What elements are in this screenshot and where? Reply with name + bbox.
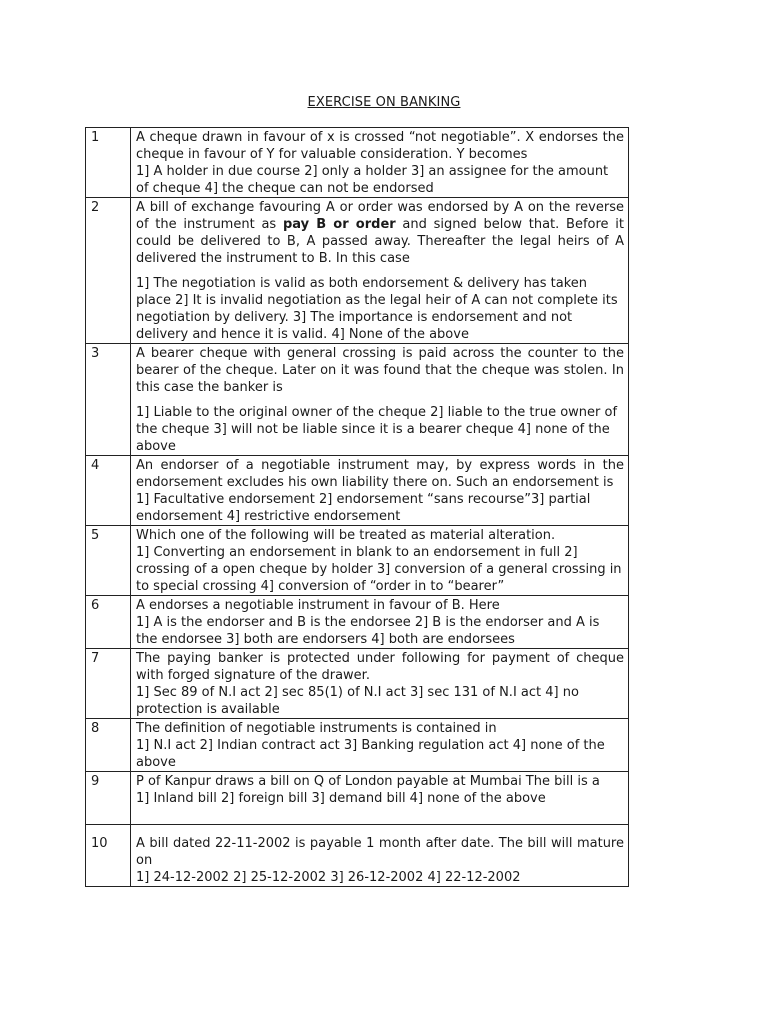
- question-number: 5: [86, 526, 131, 596]
- question-cell: [131, 649, 629, 719]
- question-stem: A cheque drawn in favour of x is crossed “not negotiable”. X endorses the cheque in favour of Y for valuable consideration. Y becomes: [136, 130, 624, 162]
- question-cell: [131, 198, 629, 344]
- question-number: 10: [86, 825, 131, 887]
- question-stem: An endorser of a negotiable instrument may, by express words in the endorsement excludes his own liability there on. Such an endorsement is: [136, 458, 624, 490]
- question-cell: [131, 825, 629, 887]
- question-stem: A bill dated 22-11-2002 is payable 1 month after date. The bill will mature on: [136, 836, 624, 868]
- question-number: 2: [86, 198, 131, 344]
- question-stem: P of Kanpur draws a bill on Q of London payable at Mumbai The bill is a: [136, 774, 600, 789]
- question-row: [86, 198, 629, 344]
- question-options: 1] Facultative endorsement 2] endorsement “sans recourse”3] partial endorsement 4] restrictive endorsement: [136, 492, 591, 524]
- question-row: [86, 128, 629, 198]
- question-options: 1] Inland bill 2] foreign bill 3] demand bill 4] none of the above: [136, 791, 546, 806]
- question-options: 1] Converting an endorsement in blank to an endorsement in full 2] crossing of a open cheque by holder 3] conversion of a general crossing in to special crossing 4] conversion of “order in to “bearer”: [136, 545, 622, 594]
- question-number: 3: [86, 344, 131, 456]
- question-number: 4: [86, 456, 131, 526]
- question-cell: [131, 596, 629, 649]
- question-number: 6: [86, 596, 131, 649]
- stem-text: and signed below that. Before it could be delivered to B, A passed away. Thereafter the legal heirs of A delivered the instrument to B. In this case: [136, 217, 624, 266]
- question-options: 1] Sec 89 of N.I act 2] sec 85(1) of N.I act 3] sec 131 of N.I act 4] no protection is available: [136, 685, 579, 717]
- question-cell: [131, 526, 629, 596]
- question-row: [86, 456, 629, 526]
- question-cell: [131, 128, 629, 198]
- question-row: [86, 719, 629, 772]
- question-options: 1] Liable to the original owner of the cheque 2] liable to the true owner of the cheque 3] will not be liable since it is a bearer cheque 4] none of the above: [136, 405, 618, 454]
- stem-text: A bill of exchange favouring A or order was endorsed by A on the reverse of the instrument as: [136, 200, 624, 232]
- question-row: [86, 526, 629, 596]
- question-stem: The definition of negotiable instruments is contained in: [136, 721, 497, 736]
- question-options: 1] 24-12-2002 2] 25-12-2002 3] 26-12-2002 4] 22-12-2002: [136, 870, 521, 885]
- question-number: 8: [86, 719, 131, 772]
- question-stem: The paying banker is protected under following for payment of cheque with forged signature of the drawer.: [136, 651, 624, 683]
- question-stem: Which one of the following will be treated as material alteration.: [136, 528, 556, 543]
- question-cell: [131, 772, 629, 825]
- question-row: [86, 825, 629, 887]
- question-number: 7: [86, 649, 131, 719]
- question-options: 1] N.I act 2] Indian contract act 3] Banking regulation act 4] none of the above: [136, 738, 605, 770]
- question-options: 1] A holder in due course 2] only a holder 3] an assignee for the amount of cheque 4] the cheque can not be endorsed: [136, 164, 609, 196]
- question-row: [86, 596, 629, 649]
- question-number: 1: [86, 128, 131, 198]
- question-cell: [131, 344, 629, 456]
- question-row: [86, 344, 629, 456]
- stem-bold-text: pay B or order: [282, 217, 396, 232]
- question-stem: A endorses a negotiable instrument in favour of B. Here: [136, 598, 500, 613]
- question-options: 1] A is the endorser and B is the endorsee 2] B is the endorser and A is the endorsee 3] both are endorsers 4] both are endorsees: [136, 615, 600, 647]
- question-options: 1] The negotiation is valid as both endorsement & delivery has taken place 2] It is invalid negotiation as the legal heir of A can not complete its negotiation by delivery. 3] The importance is endorsement and not delivery and hence it is valid. 4] None of the above: [136, 276, 618, 342]
- question-row: [86, 649, 629, 719]
- page-title: EXERCISE ON BANKING: [307, 95, 461, 110]
- question-stem: A bearer cheque with general crossing is paid across the counter to the bearer of the cheque. Later on it was found that the cheque was stolen. In this case the banker is: [136, 346, 624, 395]
- question-row: [86, 772, 629, 825]
- question-cell: [131, 719, 629, 772]
- question-number: 9: [86, 772, 131, 825]
- question-stem: [136, 199, 624, 267]
- questions-table: [85, 127, 629, 887]
- question-cell: [131, 456, 629, 526]
